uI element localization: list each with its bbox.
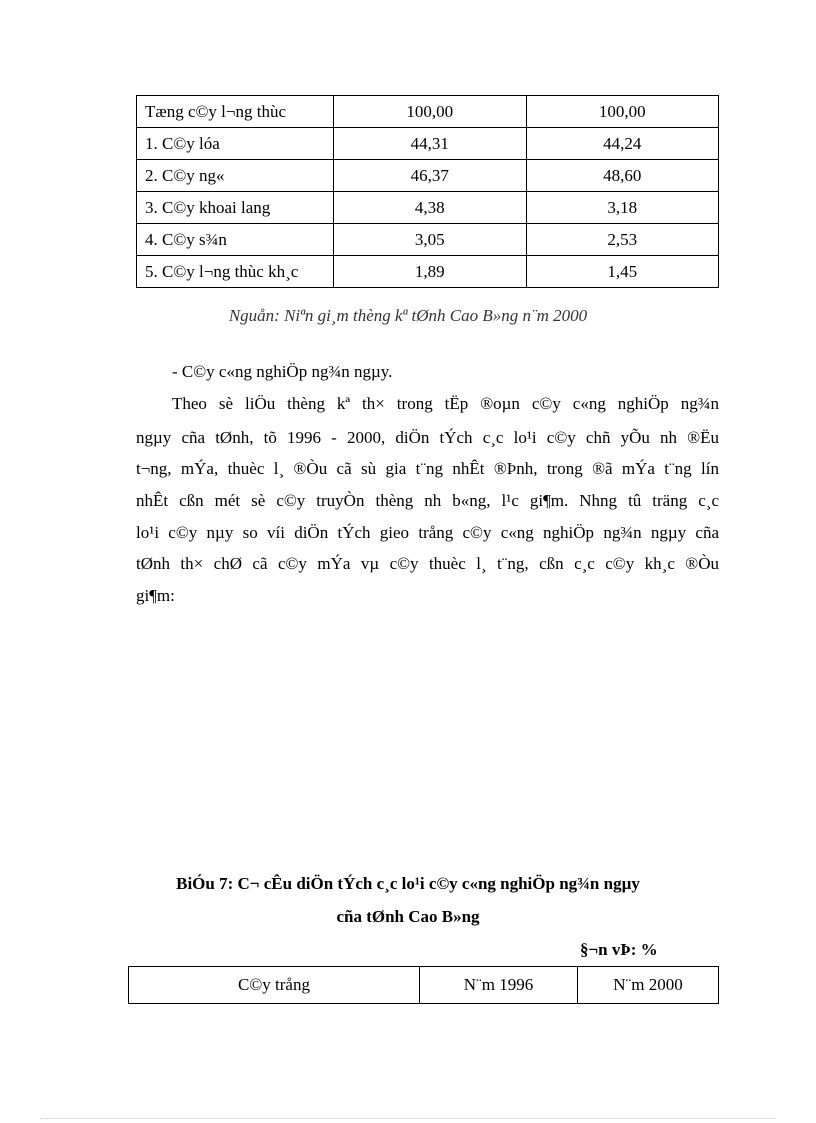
paragraph-line: gi¶m: [136, 586, 175, 605]
table-cell: 1,45 [526, 256, 719, 288]
paragraph-line: tØnh th× chØ cã c©y mÝa vµ c©y thuèc l¸ t¨ng, cßn c¸c c©y kh¸c ®Òu [136, 554, 719, 573]
table-header-row [129, 967, 719, 1004]
table-row [137, 224, 719, 256]
table-cell: 4,38 [334, 192, 527, 224]
table-cell: 2. C©y ng« [137, 160, 334, 192]
table-header-cell: N¨m 2000 [578, 967, 719, 1004]
table-cell: 5. C©y l¬ng thùc kh¸c [137, 256, 334, 288]
table-cell: 48,60 [526, 160, 719, 192]
table-cell: 3,18 [526, 192, 719, 224]
paragraph-line: lo¹i c©y nµy so víi diÖn tÝch gieo trång c©y c«ng nghiÖp ng¾n ngµy cña [136, 523, 719, 542]
table-header-cell: C©y trång [129, 967, 420, 1004]
page-edge-divider [40, 1118, 776, 1119]
table-cell: 100,00 [526, 96, 719, 128]
crop-share-table [136, 95, 719, 288]
paragraph-line: Theo sè liÖu thèng kª th× trong tËp ®oµn c©y c«ng nghiÖp ng¾n [172, 394, 719, 413]
table-cell: Tæng c©y l¬ng thùc [137, 96, 334, 128]
table-row [137, 192, 719, 224]
table-cell: 1,89 [334, 256, 527, 288]
industrial-crop-table [128, 966, 719, 1004]
table-cell: 100,00 [334, 96, 527, 128]
table-cell: 2,53 [526, 224, 719, 256]
table-row [137, 256, 719, 288]
source-note: Nguån: Niªn gi¸m thèng kª tØnh Cao B»ng n¨m 2000 [228, 306, 588, 325]
table-cell: 44,31 [334, 128, 527, 160]
table-cell: 3. C©y khoai lang [137, 192, 334, 224]
table-cell: 4. C©y s¾n [137, 224, 334, 256]
paragraph-line: ngµy cña tØnh, tõ 1996 - 2000, diÖn tÝch c¸c lo¹i c©y chñ yÕu nh ®Ëu [136, 428, 719, 447]
table-title-line2: cña tØnh Cao B»ng [336, 907, 480, 926]
paragraph-line: t¬ng, mÝa, thuèc l¸ ®Òu cã sù gia t¨ng nhÊt ®Þnh, trong ®ã mÝa t¨ng lín [136, 459, 719, 478]
table-cell: 46,37 [334, 160, 527, 192]
table-title: BiÓu 7: C¬ cÊu diÖn tÝch c¸c lo¹i c©y c«ng nghiÖp ng¾n ngµy [176, 874, 640, 893]
table-cell: 44,24 [526, 128, 719, 160]
table-cell: 3,05 [334, 224, 527, 256]
table-row [137, 160, 719, 192]
paragraph-line: nhÊt cßn mét sè c©y truyÒn thèng nh b«ng, l¹c gi¶m. Nhng tû träng c¸c [136, 491, 719, 510]
table-row [137, 96, 719, 128]
table-row [137, 128, 719, 160]
bullet-heading: - C©y c«ng nghiÖp ng¾n ngµy. [172, 362, 393, 381]
table-cell: 1. C©y lóa [137, 128, 334, 160]
table-header-cell: N¨m 1996 [420, 967, 578, 1004]
unit-label: §¬n vÞ: % [580, 940, 658, 959]
